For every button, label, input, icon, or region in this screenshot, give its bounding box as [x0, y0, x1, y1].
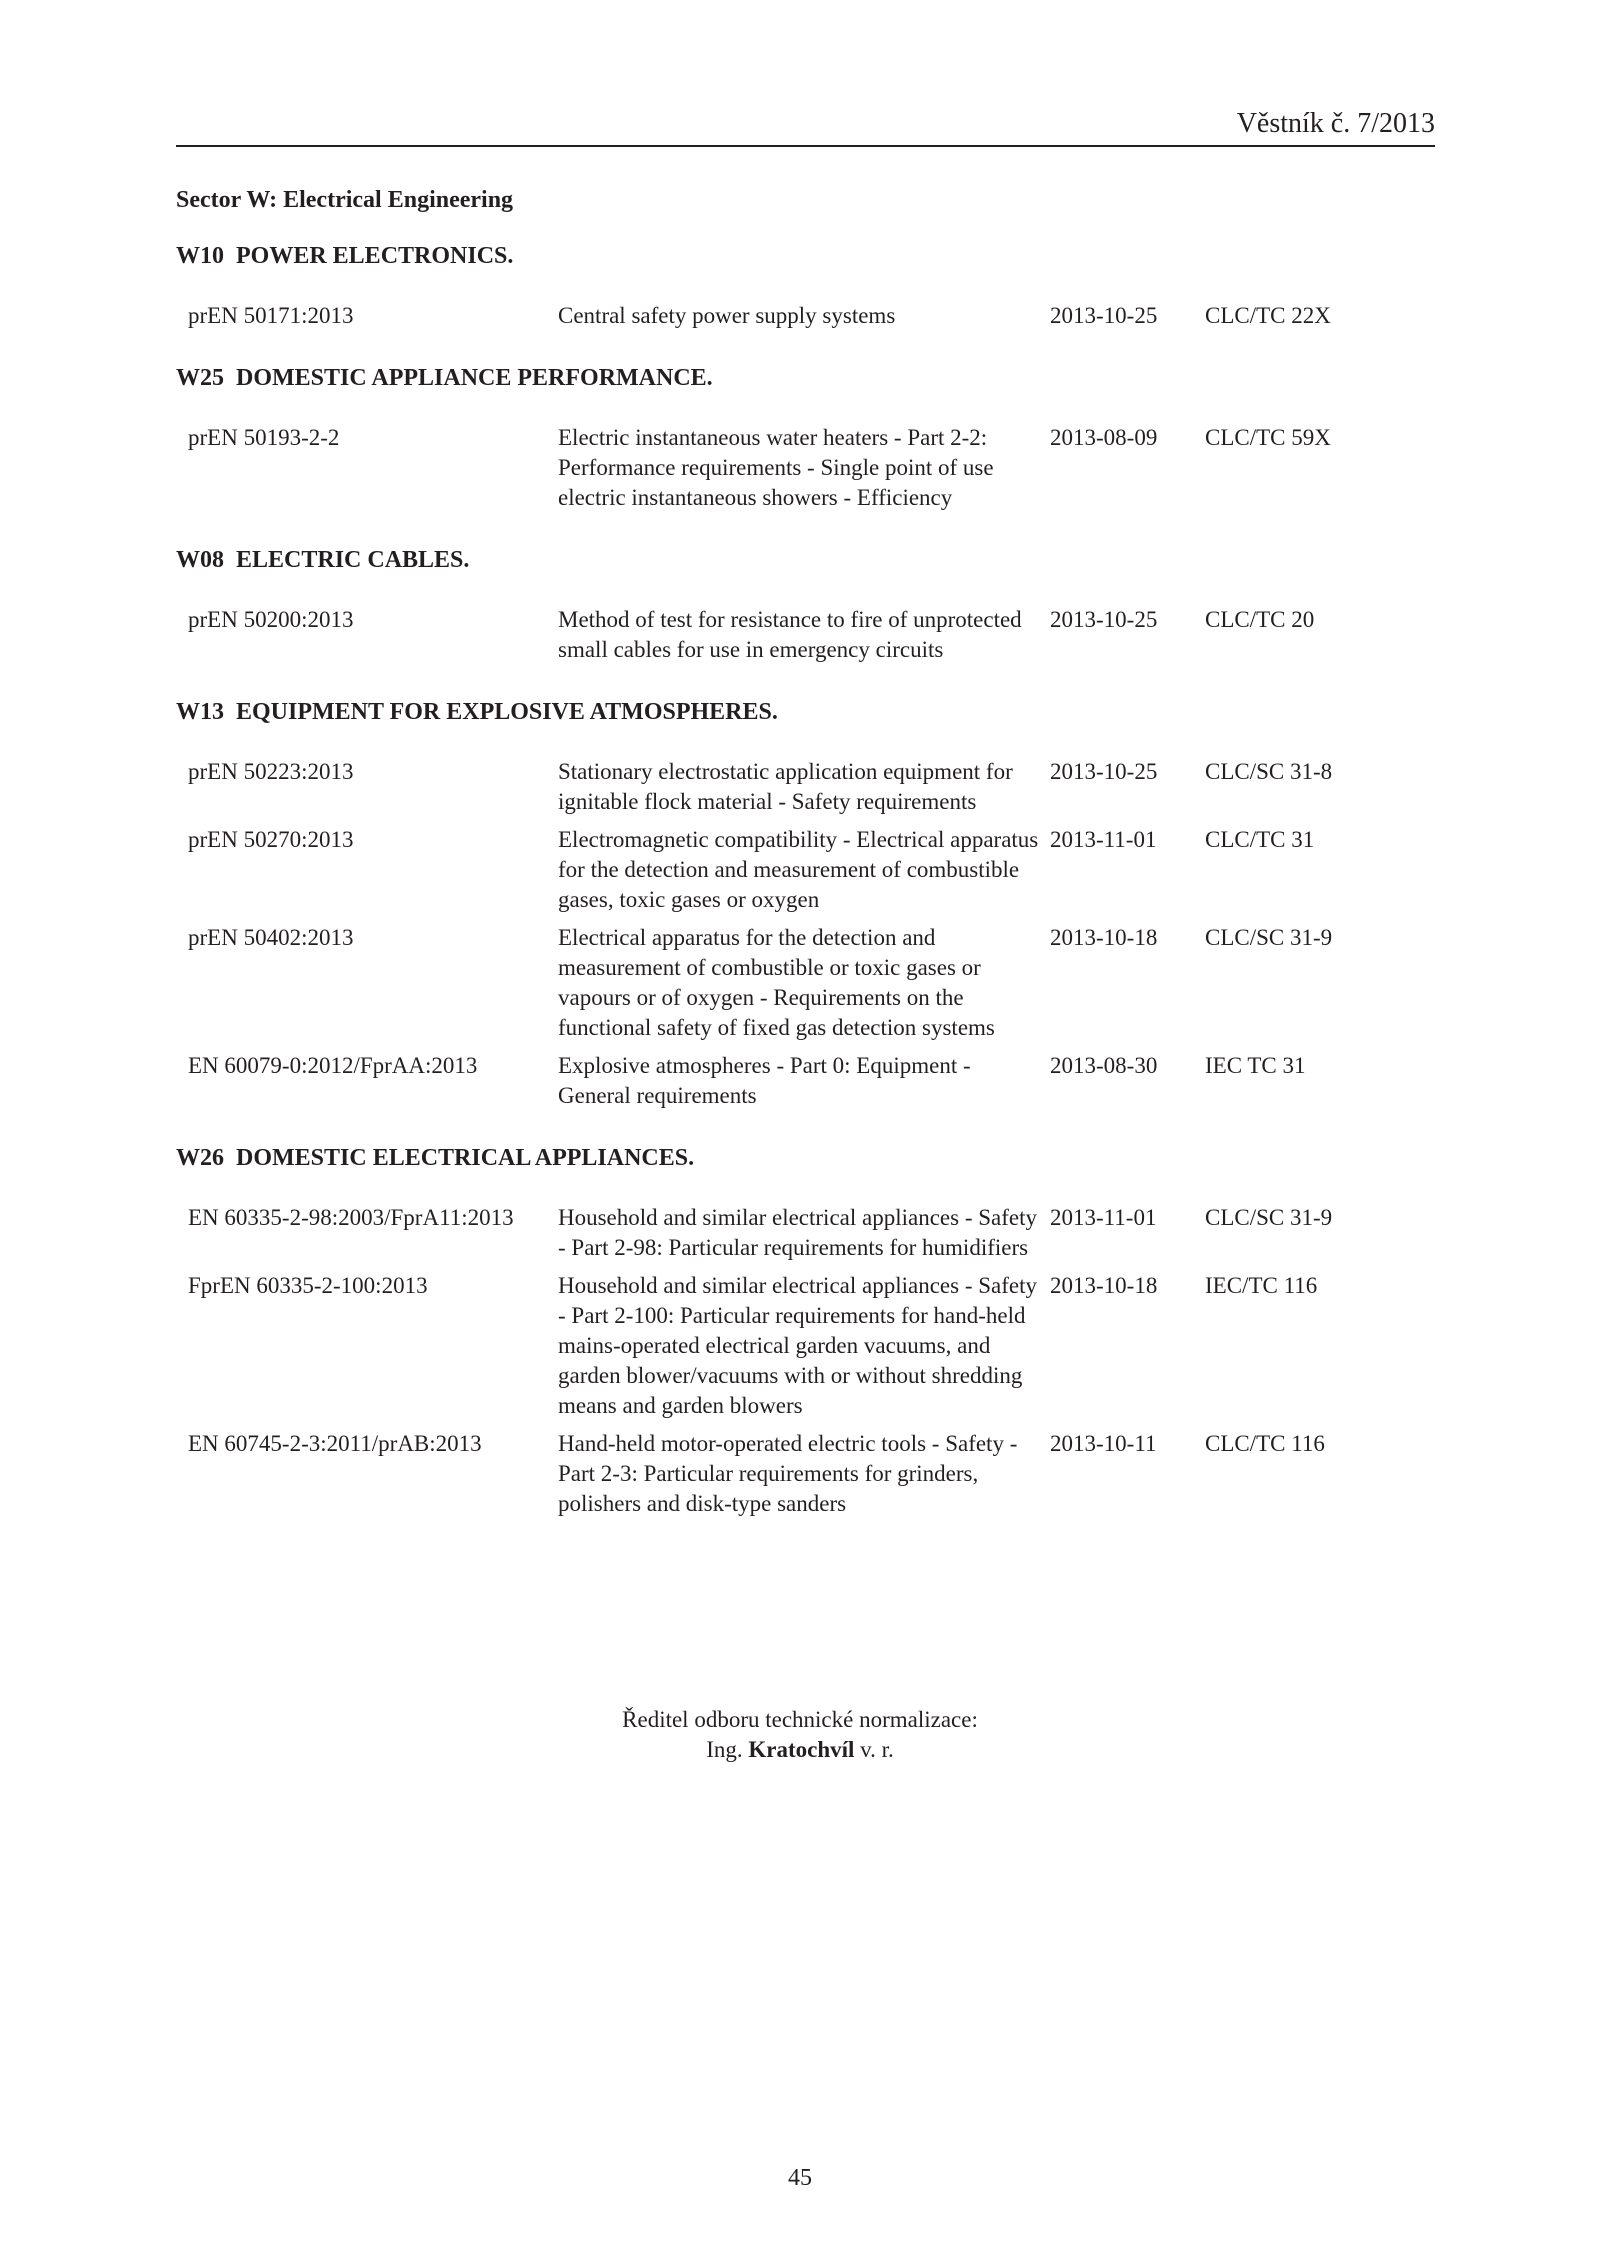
group-code: W10: [176, 243, 224, 269]
signature-role: Ředitel odboru technické normalizace:: [622, 1707, 978, 1732]
standard-title: Electromagnetic compatibility - Electrical apparatus for the detection and measurement of combustible gases, toxic gases or oxygen: [558, 827, 1039, 912]
group-code: W26: [176, 1145, 224, 1171]
signature-block: [0, 1705, 1600, 1765]
standard-title: Electric instantaneous water heaters - Part 2-2: Performance requirements - Single point of use electric instantaneous showers - Efficiency: [558, 425, 994, 510]
standard-date: 2013-10-18: [1050, 1273, 1158, 1298]
document-body: [176, 185, 1436, 1527]
journal-title: Věstník č. 7/2013: [1236, 108, 1435, 139]
signature-prefix: Ing.: [706, 1737, 743, 1762]
signature-name: Kratochvíl: [748, 1737, 855, 1762]
standard-date: 2013-10-25: [1050, 759, 1158, 784]
standards-group: [176, 697, 1436, 1111]
standard-number: prEN 50193-2-2: [188, 425, 340, 450]
group-name: DOMESTIC APPLIANCE PERFORMANCE.: [236, 365, 713, 391]
technical-committee: CLC/SC 31-9: [1205, 1205, 1333, 1230]
group-heading: [176, 545, 1436, 575]
group-heading: [176, 697, 1436, 727]
standard-title: Method of test for resistance to fire of unprotected small cables for use in emergency circuits: [558, 607, 1022, 662]
standard-title: Hand-held motor-operated electric tools - Safety - Part 2-3: Particular requirements for grinders, polishers and disk-type sanders: [558, 1431, 1018, 1516]
standard-date: 2013-10-25: [1050, 303, 1158, 328]
group-heading: [176, 363, 1436, 393]
standard-number: prEN 50171:2013: [188, 303, 354, 328]
group-heading: [176, 241, 1436, 271]
standards-group: [176, 241, 1436, 331]
technical-committee: IEC TC 31: [1205, 1053, 1306, 1078]
standard-title: Explosive atmospheres - Part 0: Equipment - General requirements: [558, 1053, 971, 1108]
standard-number: prEN 50200:2013: [188, 607, 354, 632]
sector-title: Sector W: Electrical Engineering: [176, 187, 514, 213]
standards-group: [176, 1143, 1436, 1519]
standard-date: 2013-10-25: [1050, 607, 1158, 632]
technical-committee: CLC/TC 22X: [1205, 303, 1331, 328]
header-divider: [176, 145, 1435, 147]
standard-number: EN 60079-0:2012/FprAA:2013: [188, 1053, 478, 1078]
standard-title: Central safety power supply systems: [558, 303, 896, 328]
standard-row: [176, 1203, 1436, 1263]
standard-date: 2013-11-01: [1050, 827, 1157, 852]
group-code: W08: [176, 547, 224, 573]
standard-row: [176, 757, 1436, 817]
page-number: 45: [788, 2165, 812, 2191]
standard-date: 2013-11-01: [1050, 1205, 1157, 1230]
standard-number: EN 60745-2-3:2011/prAB:2013: [188, 1431, 482, 1456]
standard-row: [176, 301, 1436, 331]
standard-number: FprEN 60335-2-100:2013: [188, 1273, 428, 1298]
standard-number: EN 60335-2-98:2003/FprA11:2013: [188, 1205, 514, 1230]
standard-number: prEN 50270:2013: [188, 827, 354, 852]
standard-date: 2013-10-11: [1050, 1431, 1157, 1456]
standard-row: [176, 1271, 1436, 1421]
group-name: ELECTRIC CABLES.: [236, 547, 470, 573]
standard-title: Household and similar electrical appliances - Safety - Part 2-98: Particular requirements for humidifiers: [558, 1205, 1037, 1260]
standards-group: [176, 363, 1436, 513]
standard-number: prEN 50223:2013: [188, 759, 354, 784]
group-name: POWER ELECTRONICS.: [236, 243, 514, 269]
technical-committee: CLC/SC 31-9: [1205, 925, 1333, 950]
standard-date: 2013-08-09: [1050, 425, 1158, 450]
group-name: EQUIPMENT FOR EXPLOSIVE ATMOSPHERES.: [236, 699, 778, 725]
standard-title: Household and similar electrical appliances - Safety - Part 2-100: Particular requirements for hand-held mains-operated electrical garden vacuums, and garden blower/vacuums with or without shredding means and garden blowers: [558, 1273, 1037, 1418]
standard-row: [176, 605, 1436, 665]
standard-title: Electrical apparatus for the detection and measurement of combustible or toxic gases or vapours or of oxygen - Requirements on the functional safety of fixed gas detection systems: [558, 925, 995, 1040]
signature-suffix: v. r.: [860, 1737, 894, 1762]
technical-committee: CLC/SC 31-8: [1205, 759, 1333, 784]
standard-title: Stationary electrostatic application equipment for ignitable flock material - Safety requirements: [558, 759, 1013, 814]
signature-line: [0, 1735, 1600, 1765]
technical-committee: CLC/TC 20: [1205, 607, 1315, 632]
technical-committee: CLC/TC 31: [1205, 827, 1315, 852]
group-code: W13: [176, 699, 224, 725]
standard-row: [176, 923, 1436, 1043]
standards-group: [176, 545, 1436, 665]
standard-number: prEN 50402:2013: [188, 925, 354, 950]
standard-row: [176, 825, 1436, 915]
technical-committee: IEC/TC 116: [1205, 1273, 1318, 1298]
standard-row: [176, 423, 1436, 513]
standard-row: [176, 1429, 1436, 1519]
technical-committee: CLC/TC 116: [1205, 1431, 1325, 1456]
standard-date: 2013-10-18: [1050, 925, 1158, 950]
standard-date: 2013-08-30: [1050, 1053, 1158, 1078]
group-code: W25: [176, 365, 224, 391]
group-name: DOMESTIC ELECTRICAL APPLIANCES.: [236, 1145, 695, 1171]
technical-committee: CLC/TC 59X: [1205, 425, 1331, 450]
group-heading: [176, 1143, 1436, 1173]
standard-row: [176, 1051, 1436, 1111]
